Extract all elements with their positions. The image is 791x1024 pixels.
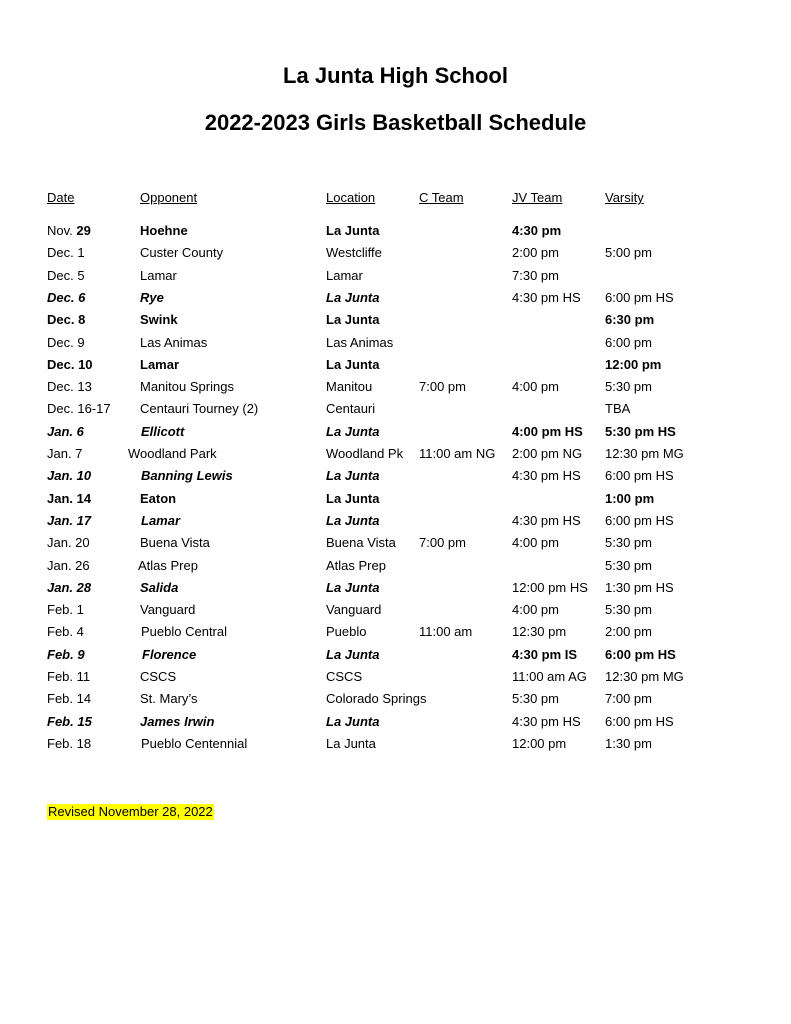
location-cell: Las Animas bbox=[326, 334, 394, 350]
opponent-cell: Centauri Tourney (2) bbox=[140, 401, 259, 417]
jv-team-cell: 4:00 pm bbox=[512, 379, 559, 395]
opponent-cell: Atlas Prep bbox=[138, 557, 198, 573]
schedule-row bbox=[0, 245, 791, 267]
location-cell: La Junta bbox=[326, 579, 380, 595]
date-day: 29 bbox=[76, 223, 91, 238]
opponent-cell: Las Animas bbox=[140, 334, 208, 350]
varsity-cell: 1:30 pm bbox=[605, 735, 652, 751]
location-cell: La Junta bbox=[326, 512, 380, 528]
date-cell: Dec. 9 bbox=[47, 334, 85, 350]
varsity-cell: 2:00 pm bbox=[605, 624, 652, 640]
varsity-cell: 6:00 pm bbox=[605, 334, 652, 350]
date-cell: Feb. 1 bbox=[47, 602, 84, 618]
jv-team-cell: 4:30 pm HS bbox=[512, 713, 581, 729]
location-cell: Colorado Springs bbox=[326, 691, 427, 707]
date-cell: Jan. 10 bbox=[47, 468, 92, 484]
location-cell: Atlas Prep bbox=[326, 557, 386, 573]
opponent-cell: Pueblo Central bbox=[141, 624, 227, 640]
date-cell: Jan. 20 bbox=[47, 535, 90, 551]
date-cell: Feb. 18 bbox=[47, 735, 92, 751]
location-cell: La Junta bbox=[326, 646, 380, 662]
schedule-title: 2022-2023 Girls Basketball Schedule bbox=[204, 110, 587, 135]
date-cell: Jan. 6 bbox=[47, 423, 84, 439]
jv-team-cell: 4:00 pm bbox=[512, 535, 559, 551]
schedule-row bbox=[0, 602, 791, 624]
schedule-row bbox=[0, 312, 791, 334]
location-cell: Lamar bbox=[326, 267, 363, 283]
schedule-row bbox=[0, 268, 791, 290]
varsity-cell: 5:30 pm bbox=[605, 557, 652, 573]
date-cell: Dec. 13 bbox=[47, 379, 92, 395]
date-cell: Dec. 1 bbox=[47, 245, 85, 261]
schedule-row bbox=[0, 446, 791, 468]
location-cell: La Junta bbox=[326, 289, 380, 305]
varsity-cell: 5:30 pm bbox=[605, 602, 652, 618]
location-cell: Westcliffe bbox=[326, 245, 382, 261]
schedule-row bbox=[0, 714, 791, 736]
date-cell: Feb. 11 bbox=[47, 669, 91, 684]
c-team-cell: 11:00 am bbox=[419, 624, 473, 640]
opponent-cell: Custer County bbox=[140, 245, 224, 261]
opponent-cell: Ellicott bbox=[141, 423, 185, 439]
date-cell: Dec. 5 bbox=[47, 267, 85, 283]
schedule-row bbox=[0, 691, 791, 713]
date-cell: Dec. 16-17 bbox=[47, 401, 111, 417]
header-varsity: Varsity bbox=[605, 190, 644, 205]
jv-team-cell: 4:30 pm HS bbox=[512, 512, 581, 528]
date-cell bbox=[47, 223, 91, 239]
opponent-cell: Lamar bbox=[140, 267, 177, 283]
location-cell: La Junta bbox=[326, 713, 380, 729]
date-month: Nov. bbox=[47, 223, 77, 238]
varsity-cell: 5:30 pm bbox=[605, 379, 652, 395]
location-cell: Pueblo bbox=[326, 624, 367, 640]
varsity-cell: 5:30 pm bbox=[605, 535, 652, 551]
date-cell: Dec. 8 bbox=[47, 312, 86, 328]
schedule-row bbox=[0, 580, 791, 602]
opponent-cell: Rye bbox=[140, 289, 164, 305]
jv-team-cell: 7:30 pm bbox=[512, 267, 559, 283]
opponent-cell: Lamar bbox=[140, 356, 180, 372]
header-jv-team: JV Team bbox=[512, 190, 563, 205]
schedule-row bbox=[0, 335, 791, 357]
date-cell: Jan. 14 bbox=[47, 490, 92, 506]
date-cell: Dec. 10 bbox=[47, 356, 93, 372]
opponent-cell: St. Mary’s bbox=[140, 691, 198, 707]
opponent-cell: Woodland Park bbox=[128, 446, 217, 461]
date-cell: Feb. 9 bbox=[47, 646, 85, 662]
date-cell: Feb. 4 bbox=[47, 624, 84, 640]
jv-team-cell: 4:30 pm HS bbox=[512, 289, 581, 305]
opponent-cell: CSCS bbox=[140, 669, 177, 684]
opponent-cell: Hoehne bbox=[140, 223, 188, 238]
location-cell: Vanguard bbox=[326, 602, 382, 618]
varsity-cell: 1:00 pm bbox=[605, 490, 655, 506]
jv-team-cell: 11:00 am AG bbox=[512, 669, 587, 684]
schedule-row bbox=[0, 513, 791, 535]
opponent-cell: Banning Lewis bbox=[141, 468, 233, 484]
revised-note: Revised November 28, 2022 bbox=[48, 804, 213, 819]
jv-team-cell: 2:00 pm bbox=[512, 245, 559, 261]
jv-team-cell: 12:30 pm bbox=[512, 624, 567, 640]
varsity-cell: 6:00 pm HS bbox=[605, 468, 674, 484]
varsity-cell: 6:30 pm bbox=[605, 312, 655, 328]
opponent-cell: Eaton bbox=[140, 490, 177, 506]
school-title: La Junta High School bbox=[283, 63, 508, 88]
jv-team-cell: 5:30 pm bbox=[512, 691, 559, 707]
location-cell: Centauri bbox=[326, 401, 376, 417]
location-cell: Buena Vista bbox=[326, 535, 396, 551]
schedule-row bbox=[0, 401, 791, 423]
location-cell: Manitou bbox=[326, 379, 373, 395]
header-c-team: C Team bbox=[419, 190, 464, 205]
location-cell: La Junta bbox=[326, 356, 380, 372]
location-cell: La Junta bbox=[326, 490, 380, 506]
schedule-row bbox=[0, 736, 791, 758]
location-cell: La Junta bbox=[326, 468, 380, 484]
opponent-cell: Buena Vista bbox=[140, 535, 210, 551]
opponent-cell: Swink bbox=[140, 312, 178, 328]
varsity-cell: 6:00 pm HS bbox=[605, 713, 674, 729]
varsity-cell: 12:30 pm MG bbox=[605, 669, 684, 684]
schedule-row bbox=[0, 424, 791, 446]
varsity-cell: 6:00 pm HS bbox=[605, 289, 674, 305]
date-cell: Jan. 26 bbox=[47, 557, 90, 573]
varsity-cell: 7:00 pm bbox=[605, 691, 652, 707]
schedule-row bbox=[0, 558, 791, 580]
schedule-row bbox=[0, 624, 791, 646]
c-team-cell: 7:00 pm bbox=[419, 535, 466, 551]
jv-team-cell: 4:30 pm bbox=[512, 223, 562, 238]
date-cell: Jan. 28 bbox=[47, 579, 92, 595]
schedule-row bbox=[0, 468, 791, 490]
schedule-row bbox=[0, 290, 791, 312]
date-cell: Jan. 7 bbox=[47, 446, 83, 461]
varsity-cell: TBA bbox=[605, 401, 631, 417]
schedule-row bbox=[0, 379, 791, 401]
schedule-row bbox=[0, 647, 791, 669]
opponent-cell: James Irwin bbox=[140, 713, 215, 729]
varsity-cell: 6:00 pm HS bbox=[605, 646, 676, 662]
schedule-row bbox=[0, 357, 791, 379]
date-cell: Dec. 6 bbox=[47, 289, 86, 305]
varsity-cell: 5:30 pm HS bbox=[605, 423, 676, 439]
schedule-row bbox=[0, 535, 791, 557]
opponent-cell: Manitou Springs bbox=[140, 379, 234, 395]
jv-team-cell: 4:30 pm IS bbox=[512, 646, 578, 662]
opponent-cell: Vanguard bbox=[140, 602, 196, 618]
jv-team-cell: 4:00 pm HS bbox=[512, 423, 583, 439]
schedule-row bbox=[0, 223, 791, 245]
varsity-cell: 1:30 pm HS bbox=[605, 579, 674, 595]
location-cell: La Junta bbox=[326, 423, 380, 439]
schedule-row bbox=[0, 491, 791, 513]
jv-team-cell: 12:00 pm HS bbox=[512, 579, 588, 595]
location-cell: La Junta bbox=[326, 312, 380, 328]
header-opponent: Opponent bbox=[140, 190, 198, 205]
opponent-cell: Lamar bbox=[141, 512, 181, 528]
varsity-cell: 5:00 pm bbox=[605, 245, 652, 261]
varsity-cell: 12:30 pm MG bbox=[605, 446, 684, 461]
location-cell: La Junta bbox=[326, 735, 376, 751]
varsity-cell: 6:00 pm HS bbox=[605, 512, 674, 528]
opponent-cell: Florence bbox=[142, 646, 197, 662]
jv-team-cell: 2:00 pm NG bbox=[512, 446, 583, 461]
opponent-cell: Pueblo Centennial bbox=[141, 735, 248, 751]
jv-team-cell: 4:30 pm HS bbox=[512, 468, 581, 484]
location-cell: La Junta bbox=[326, 223, 380, 238]
varsity-cell: 12:00 pm bbox=[605, 356, 662, 372]
date-cell: Feb. 15 bbox=[47, 713, 92, 729]
jv-team-cell: 12:00 pm bbox=[512, 735, 567, 751]
c-team-cell: 7:00 pm bbox=[419, 379, 466, 395]
opponent-cell: Salida bbox=[140, 579, 179, 595]
jv-team-cell: 4:00 pm bbox=[512, 602, 559, 618]
date-cell: Feb. 14 bbox=[47, 691, 92, 707]
location-cell: Woodland Pk bbox=[326, 446, 404, 461]
c-team-cell: 11:00 am NG bbox=[419, 446, 496, 461]
schedule-row bbox=[0, 669, 791, 691]
header-location: Location bbox=[326, 190, 376, 205]
date-cell: Jan. 17 bbox=[47, 512, 92, 528]
location-cell: CSCS bbox=[326, 669, 363, 684]
header-date: Date bbox=[47, 190, 75, 205]
